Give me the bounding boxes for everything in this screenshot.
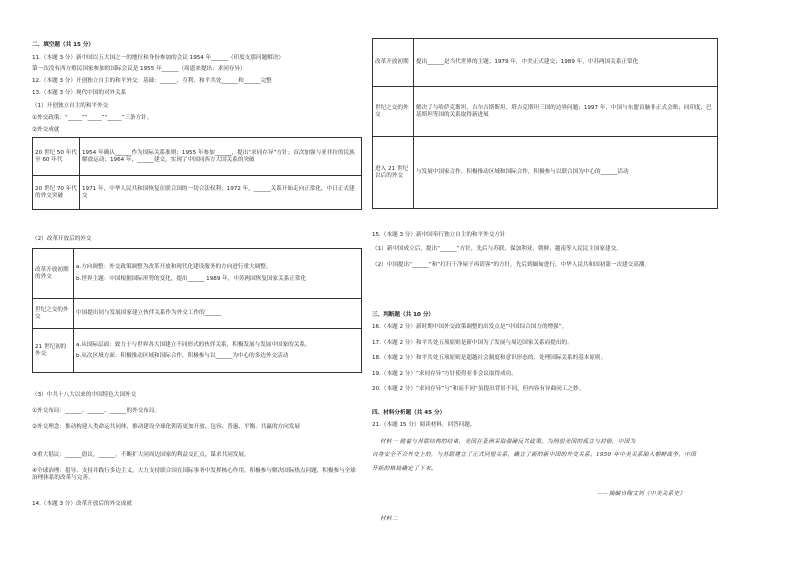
achievements-table <box>32 137 362 210</box>
table-row <box>373 39 718 87</box>
question-11a: 11.（本题 3 分）新中国以五大国之一的地位和身份参加的会议 1954 年______（印度支那问题解决） <box>32 55 284 61</box>
sub-1a: ①外交政策：“_____”“_____”“_____”三条方针。 <box>32 115 153 121</box>
question-16: 16.（本题 2 分）新时期中国外交政策调整的出发点是“中国综合国力的增强”。 <box>372 324 568 330</box>
row-header: 21 世纪初的外交 <box>33 329 74 373</box>
row-line: b.世界主题：中国根据国际形势的变化，提出______ 1989 年，中苏两国恢复国家关系正常化 <box>76 276 307 282</box>
row-header: 20 世纪 70 年代的外交突破 <box>33 176 80 210</box>
table-row <box>33 138 362 176</box>
row-header: 20 世纪 50 年代至 60 年代 <box>33 138 80 176</box>
material-1-line-1: 材料一 随着与苏联结构的结束，美国在亚洲采取强硬反共政策。为削弱美国的孤立与封锁，中国为 <box>380 439 636 445</box>
section-2-heading: 二、填空题（共 15 分） <box>32 42 95 48</box>
question-17: 17.（本题 2 分）和平共处五项原则是新中国为了发展与周边国家关系而提出的。 <box>372 340 573 346</box>
table-row <box>373 87 718 137</box>
row-header: 世纪之交的外交 <box>373 87 414 137</box>
row-content <box>74 329 362 373</box>
table-row <box>33 249 362 299</box>
material-1-line-2: 自身安全不合外交上的，与苏联建立了正式同盟关系，确立了新的新中国的外交关系。1950 年中美关系陷入朝鲜战争。中国 <box>372 452 696 458</box>
question-15a: （1）新中国成立后，提出“______”方针，先后与苏联、保加利亚、朝鲜、越南等人民民主国家建交。 <box>372 246 622 252</box>
question-21: 21.（本题 15 分）阅读材料，回答问题。 <box>372 422 476 428</box>
question-14: 14.（本题 3 分）改革开放后的外交成就 <box>32 501 132 507</box>
material-1-source: ——摘编自陶文钊《中美关系史》 <box>597 491 686 497</box>
achievements-table-2 <box>372 38 718 209</box>
sub-3b: ②外交理念：推动构建人类命运共同体，推动建设全球化朝着更加开放、包容、普惠、平衡、共赢的方向发展 <box>32 424 300 430</box>
row-line: b.从次区域方面：积极推动区域和国际合作，积极参与以______为中心的多边外交活动 <box>76 352 289 359</box>
sub-3-title: （3）中共十八大以来的中国特色大国外交 <box>32 392 137 398</box>
material-2-label: 材料二 <box>380 516 398 522</box>
sub-1b: ②外交成就 <box>32 127 60 133</box>
row-content: 解决了与哈萨克斯坦、吉尔吉斯斯坦、塔吉克斯坦三国的边界问题；1997 年，中国与东盟首脑非正式会晤；同印度、巴基斯坦等国的关系取得新进展 <box>414 87 718 137</box>
row-line: 中国提出同与发展国家建立伙伴关系作为外交工作的______ <box>76 310 222 316</box>
material-1-line-3: 开拓的格局确定了下来。 <box>372 466 437 472</box>
row-line: a.方向调整：外交政策调整为改革开放和现代化建设服务的方向进行重大调整。 <box>76 264 272 271</box>
table-row <box>373 137 718 209</box>
table-row <box>33 299 362 329</box>
question-19: 19.（本题 2 分）“求同存异”方针使得亚非会议取得成功。 <box>372 371 517 377</box>
section-3-heading: 三、判断题（共 10 分） <box>372 312 435 318</box>
row-content: 提出______是当代世界的主题；1979 年，中美正式建交；1989 年，中苏两国关系正常化 <box>414 39 718 87</box>
row-header: 进入 21 世纪以后的外交 <box>373 137 414 209</box>
question-15b: （2）中国提出“______”和“打扫干净屋子再请客”的方针，先后到缅甸进行，中华人民共和国初第一次建交高潮。 <box>372 262 651 268</box>
row-header: 改革开放初期的外交 <box>33 249 74 299</box>
row-line: a.从国际层面：致力于与世界各大国建立不同形式的伙伴关系，积极发展与发展中国家的关系。 <box>76 341 311 348</box>
question-11b: 第一次没有西方殖民国家参加的国际会议是 1955 年______（周恩来提出：求同存异） <box>32 66 246 72</box>
question-15: 15.（本题 3 分）新中国奉行独立自主的和平外交方针 <box>372 232 506 238</box>
row-header: 世纪之交的外交 <box>33 299 74 329</box>
sub-3a: ①外交布局：______、______、______的外交布局。 <box>32 408 161 414</box>
sub-1-title: （1）开创独立自主的和平外交 <box>32 103 109 109</box>
row-content: 1954 年确认______作为国际关系准则；1955 年参加______，提出“求同存异”方针；首次加强与亚非拉的民族解放运动；1964 年，______建交，实现了中国同西方大国关系的突破 <box>80 138 362 176</box>
table-row <box>33 329 362 373</box>
question-13: 13.（本题 3 分）现代中国的对外关系 <box>32 90 127 96</box>
row-content: 1971 年，中华人民共和国恢复在联合国的一切合法权利；1972 年，______关系开始走向正常化，中日正式建交 <box>80 176 362 210</box>
reform-table <box>32 248 362 373</box>
row-content: 与发展中国家合作、积极推动区域和国际合作，积极参与以联合国为中心的______活动 <box>414 137 718 209</box>
table-row <box>33 176 362 210</box>
sub-3c: ③重大倡议：______倡议，______，不断扩大同周边国家的利益交汇点，谋求共同发展。 <box>32 452 250 458</box>
sub-2-title: （2）改革开放后的外交 <box>32 236 92 242</box>
row-content <box>74 249 362 299</box>
row-header: 改革开放初期 <box>373 39 414 87</box>
sub-3d: ④全球治理：倡导、支持并践行多边主义，大力支持联合国在国际事务中发挥核心作用，积极参与解决国际热点问题，积极参与全球治理体系的改革与完善。 <box>32 468 356 481</box>
question-20: 20.（本题 2 分）“求同存异”与“和而不同”虽提出背景不同，但内容有异曲同工之妙。 <box>372 386 585 392</box>
section-4-heading: 四、材料分析题（共 45 分） <box>372 410 446 416</box>
question-12: 12.（本题 3 分）开创独立自主的和平外交：基础：______、互利、和平共处______和______完整 <box>32 78 272 84</box>
question-18: 18.（本题 2 分）和平共处五项原则是超越社会制度和意识形态的、处理国际关系的基本原则。 <box>372 355 607 361</box>
row-content <box>74 299 362 329</box>
